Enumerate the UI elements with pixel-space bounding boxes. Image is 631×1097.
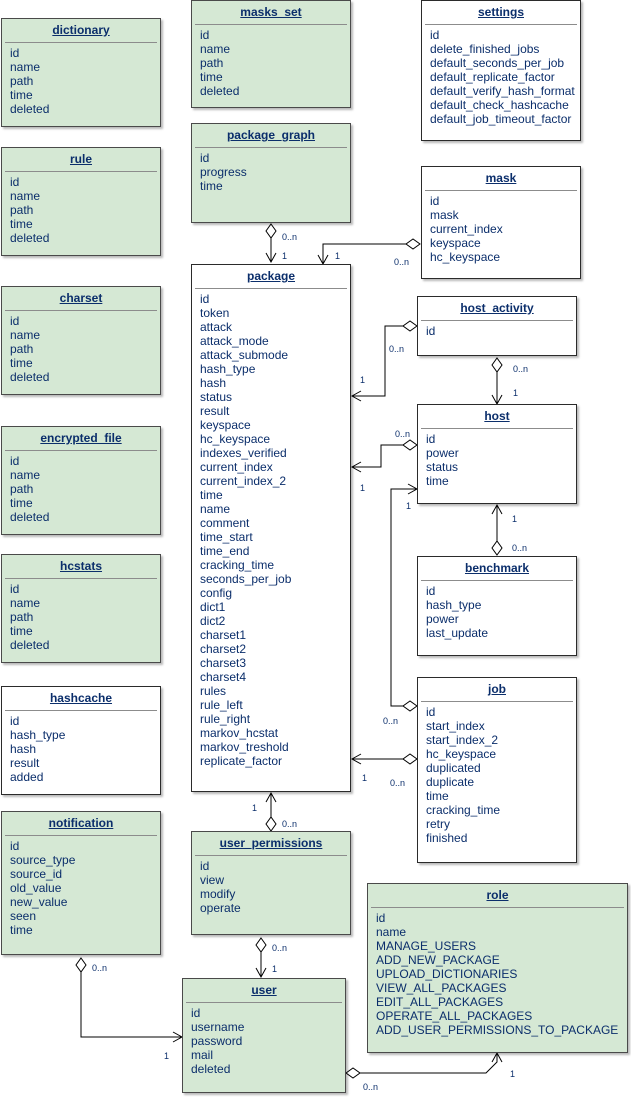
field: markov_hcstat: [200, 726, 279, 740]
mult-user-role-one: 1: [510, 1069, 516, 1079]
field: dict2: [200, 614, 226, 628]
field-list: [2, 172, 160, 245]
field: retry: [426, 817, 450, 831]
field: ADD_USER_PERMISSIONS_TO_PACKAGE: [376, 1023, 619, 1037]
mult-hostactivity-host-one: 1: [513, 388, 519, 398]
field: start_index: [426, 719, 485, 733]
mult-job-host-many: 0..n: [383, 716, 399, 726]
field: name: [10, 468, 41, 482]
field: charset1: [200, 628, 247, 642]
relation-host-package: [352, 429, 417, 493]
entity-title: hashcache: [5, 687, 157, 711]
field: OPERATE_ALL_PACKAGES: [376, 1009, 533, 1023]
field: id: [10, 46, 20, 60]
field: VIEW_ALL_PACKAGES: [376, 981, 507, 995]
entity-title: package: [195, 265, 347, 289]
field: name: [10, 189, 41, 203]
mult-benchmark-many: 0..n: [512, 543, 528, 553]
field: current_index: [430, 222, 503, 236]
field: id: [426, 584, 436, 598]
field: path: [10, 342, 34, 356]
field: id: [430, 194, 440, 208]
field: start_index_2: [426, 733, 499, 747]
field: ADD_NEW_PACKAGE: [376, 953, 500, 967]
field: replicate_factor: [200, 754, 283, 768]
field: name: [200, 502, 231, 516]
field-list: [2, 43, 160, 116]
field: progress: [200, 165, 247, 179]
entity-host[interactable]: [417, 404, 577, 504]
relation-hostactivity-host: [492, 358, 528, 404]
field: id: [200, 859, 210, 873]
field: default_seconds_per_job: [430, 56, 565, 70]
field: deleted: [191, 1062, 231, 1076]
field: current_index: [200, 460, 273, 474]
field: hash: [10, 742, 37, 756]
relation-job-host: [383, 484, 417, 726]
mult-permissions-user-many: 0..n: [272, 943, 288, 953]
field: charset2: [200, 642, 247, 656]
mult-permissions-user-one: 1: [272, 964, 278, 974]
field: keyspace: [430, 236, 481, 250]
mult-job-host-one: 1: [406, 501, 412, 511]
entity-job[interactable]: [417, 677, 577, 863]
entity-title: encrypted_file: [5, 427, 157, 451]
field: time_start: [200, 530, 253, 544]
field: seconds_per_job: [200, 572, 292, 586]
mult-notification-one: 1: [164, 1051, 170, 1061]
field: time_end: [200, 544, 250, 558]
field: attack_mode: [200, 334, 269, 348]
entity-title: role: [371, 884, 624, 908]
mult-host-one: 1: [360, 483, 366, 493]
field: name: [376, 925, 407, 939]
mult-graph-one: 1: [282, 251, 288, 261]
field: charset4: [200, 670, 247, 684]
field: power: [426, 446, 459, 460]
mult-notification-many: 0..n: [92, 963, 108, 973]
field: password: [191, 1034, 243, 1048]
entity-title: package_graph: [195, 124, 347, 148]
field: time: [426, 474, 449, 488]
relation-graph-package: [266, 224, 297, 262]
field-list: [192, 856, 350, 915]
mult-mask-one: 1: [335, 251, 341, 261]
entity-title: job: [421, 678, 573, 702]
entity-charset[interactable]: [1, 286, 161, 395]
entity-package[interactable]: [191, 264, 351, 792]
relation-notification-user: [76, 958, 182, 1061]
field: current_index_2: [200, 474, 287, 488]
field: username: [191, 1020, 245, 1034]
field: id: [191, 1006, 201, 1020]
field: comment: [200, 516, 250, 530]
field: token: [200, 306, 230, 320]
field: mask: [430, 208, 459, 222]
field: id: [200, 151, 210, 165]
field: id: [10, 582, 20, 596]
field: dict1: [200, 600, 226, 614]
entity-title: hcstats: [5, 555, 157, 579]
field: status: [426, 460, 459, 474]
field: time: [10, 217, 33, 231]
relation-hostactivity-package: [352, 321, 417, 401]
field-list: [368, 908, 627, 1037]
field: attack: [200, 320, 233, 334]
field: EDIT_ALL_PACKAGES: [376, 995, 504, 1009]
field: seen: [10, 909, 37, 923]
entity-title: mask: [425, 167, 577, 191]
mult-job-package-many: 0..n: [390, 778, 406, 788]
mult-permissions-many: 0..n: [282, 819, 298, 829]
entity-title: charset: [5, 287, 157, 311]
entity-title: user: [186, 979, 342, 1003]
field: finished: [426, 831, 468, 845]
field: mail: [191, 1048, 214, 1062]
field: path: [10, 610, 34, 624]
field: name: [10, 328, 41, 342]
entity-hashcache[interactable]: [1, 686, 161, 795]
field: status: [200, 390, 233, 404]
field: id: [430, 28, 440, 42]
entity-notification[interactable]: [1, 811, 161, 955]
field: view: [200, 873, 225, 887]
field: id: [200, 292, 210, 306]
field: hash_type: [10, 728, 66, 742]
field: markov_treshold: [200, 740, 289, 754]
field: deleted: [10, 102, 50, 116]
field: default_job_timeout_factor: [430, 112, 572, 126]
mult-hostactivity-one: 1: [360, 375, 366, 385]
field: time: [10, 496, 33, 510]
entity-user-permissions[interactable]: [191, 831, 351, 935]
field: deleted: [10, 231, 50, 245]
field: new_value: [10, 895, 68, 909]
mult-host-many: 0..n: [395, 429, 411, 439]
field: rules: [200, 684, 227, 698]
field: hc_keyspace: [200, 432, 271, 446]
field: MANAGE_USERS: [376, 939, 477, 953]
field: time: [200, 488, 223, 502]
entity-settings[interactable]: [421, 0, 581, 141]
field-list: [418, 321, 576, 338]
mult-hostactivity-many: 0..n: [389, 344, 405, 354]
field: deleted: [200, 84, 240, 98]
field: id: [426, 705, 436, 719]
field: power: [426, 612, 459, 626]
field: delete_finished_jobs: [430, 42, 540, 56]
mult-mask-many: 0..n: [394, 257, 410, 267]
field: time: [200, 179, 223, 193]
field: default_replicate_factor: [430, 70, 555, 84]
field: time: [10, 356, 33, 370]
field-list: [418, 429, 576, 488]
field: time: [10, 88, 33, 102]
entity-host-activity[interactable]: [417, 296, 577, 356]
field: rule_right: [200, 712, 251, 726]
entity-title: notification: [5, 812, 157, 836]
field: name: [10, 596, 41, 610]
field: time: [200, 70, 223, 84]
field: hash_type: [200, 362, 256, 376]
field: id: [10, 454, 20, 468]
field-list: [422, 191, 580, 264]
field: path: [10, 74, 34, 88]
field: id: [10, 175, 20, 189]
field: time: [10, 624, 33, 638]
mult-hostactivity-host-many: 0..n: [513, 364, 529, 374]
field: keyspace: [200, 418, 251, 432]
entity-benchmark[interactable]: [417, 556, 577, 656]
entity-encrypted-file[interactable]: [1, 426, 161, 535]
field-list: [2, 711, 160, 784]
entity-rule[interactable]: [1, 147, 161, 256]
entity-title: host: [421, 405, 573, 429]
field: id: [10, 839, 20, 853]
field-list: [2, 451, 160, 524]
field: modify: [200, 887, 236, 901]
field: rule_left: [200, 698, 243, 712]
field-list: [422, 25, 580, 126]
field: hc_keyspace: [426, 747, 497, 761]
field: hash: [200, 376, 227, 390]
entity-title: dictionary: [5, 19, 157, 43]
field: hc_keyspace: [430, 250, 501, 264]
field: charset3: [200, 656, 247, 670]
field-list: [2, 836, 160, 937]
field: added: [10, 770, 44, 784]
field: name: [10, 60, 41, 74]
field: id: [200, 28, 210, 42]
field: path: [10, 482, 34, 496]
field: time: [10, 923, 33, 937]
field: operate: [200, 901, 241, 915]
entity-hcstats[interactable]: [1, 554, 161, 663]
entity-title: masks_set: [195, 1, 347, 25]
mult-graph-many: 0..n: [282, 232, 298, 242]
field: default_verify_hash_format: [430, 84, 575, 98]
relation-permissions-package: [252, 793, 297, 831]
entity-role[interactable]: [367, 883, 628, 1053]
relation-permissions-user: [256, 938, 287, 977]
relation-benchmark-host: [492, 505, 527, 555]
field: indexes_verified: [200, 446, 287, 460]
entity-user[interactable]: [182, 978, 346, 1093]
field: name: [200, 42, 231, 56]
relation-user-role: [346, 1053, 515, 1092]
entity-masks-set[interactable]: [191, 0, 351, 108]
field: config: [200, 586, 233, 600]
field-list: [192, 289, 350, 768]
entity-title: benchmark: [421, 557, 573, 581]
field: duplicate: [426, 775, 475, 789]
relation-mask-package: [318, 239, 420, 267]
field: deleted: [10, 370, 50, 384]
field: id: [426, 324, 436, 338]
field: UPLOAD_DICTIONARIES: [376, 967, 518, 981]
field: path: [200, 56, 224, 70]
field: result: [10, 756, 40, 770]
field: old_value: [10, 881, 62, 895]
field: source_type: [10, 853, 76, 867]
field: attack_submode: [200, 348, 289, 362]
field: id: [10, 314, 20, 328]
field: deleted: [10, 638, 50, 652]
field: cracking_time: [426, 803, 501, 817]
field: time: [426, 789, 449, 803]
field: result: [200, 404, 230, 418]
field-list: [192, 25, 350, 98]
entity-title: settings: [425, 1, 577, 25]
mult-benchmark-one: 1: [512, 514, 518, 524]
field-list: [418, 581, 576, 640]
mult-permissions-one: 1: [252, 803, 258, 813]
field: id: [376, 911, 386, 925]
mult-job-package-one: 1: [362, 773, 368, 783]
field-list: [418, 702, 576, 845]
entity-mask[interactable]: [421, 166, 581, 279]
field: source_id: [10, 867, 63, 881]
mult-user-role-many: 0..n: [363, 1082, 379, 1092]
entity-title: host_activity: [421, 297, 573, 321]
field-list: [192, 148, 350, 193]
field-list: [2, 311, 160, 384]
field: last_update: [426, 626, 489, 640]
entity-title: user_permissions: [195, 832, 347, 856]
field: id: [426, 432, 436, 446]
entity-title: rule: [5, 148, 157, 172]
field-list: [183, 1003, 345, 1076]
field: default_check_hashcache: [430, 98, 569, 112]
field: path: [10, 203, 34, 217]
field: id: [10, 714, 20, 728]
field: duplicated: [426, 761, 481, 775]
entity-dictionary[interactable]: [1, 18, 161, 127]
entity-package-graph[interactable]: [191, 123, 351, 223]
field: hash_type: [426, 598, 482, 612]
relation-job-package: [352, 754, 417, 788]
field: cracking_time: [200, 558, 275, 572]
field: deleted: [10, 510, 50, 524]
field-list: [2, 579, 160, 652]
